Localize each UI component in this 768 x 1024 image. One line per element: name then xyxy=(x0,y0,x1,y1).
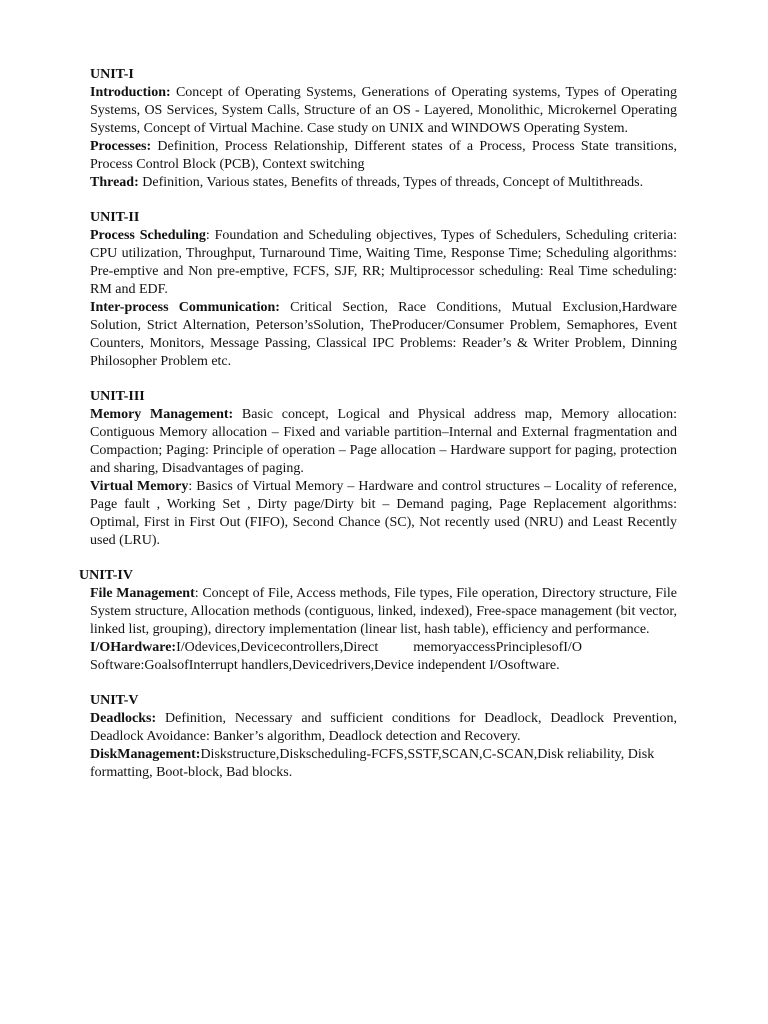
section-label: Memory Management: xyxy=(90,407,234,422)
section-introduction xyxy=(90,84,677,138)
section-disk-management xyxy=(90,746,702,782)
section-file-management xyxy=(90,585,677,639)
section-text: Diskstructure,Diskscheduling-FCFS,SSTF,SCAN,C-SCAN,Disk reliability, Disk formatting, Boot-block, Bad blocks. xyxy=(90,747,655,780)
syllabus-document xyxy=(79,66,677,799)
section-text: I/Odevices,Devicecontrollers,Direct memoryaccessPrinciplesofI/O Software:GoalsofInterrupt handlers,Devicedrivers,Device independent I/Osoftware. xyxy=(90,640,586,673)
unit-1 xyxy=(90,66,677,192)
section-label: Deadlocks: xyxy=(90,711,157,726)
section-text: Definition, Various states, Benefits of threads, Types of threads, Concept of Multithreads. xyxy=(138,175,644,190)
section-label: Inter-process Communication: xyxy=(90,300,280,315)
section-process-scheduling xyxy=(90,227,677,299)
section-label: Process Scheduling xyxy=(90,228,206,243)
section-io-hardware xyxy=(90,639,677,675)
section-text: Basic concept, Logical and Physical address map, Memory allocation: Contiguous Memory allocation – Fixed and variable partition–Internal and External fragmentation and Compaction; Paging: Principle of operation – Page allocation – Hardware support for paging, protection and sharing, Disadvantages of paging. xyxy=(90,407,677,476)
section-label: File Management xyxy=(90,586,195,601)
unit-title: UNIT-III xyxy=(90,389,145,404)
section-text: Definition, Necessary and sufficient conditions for Deadlock, Deadlock Prevention, Deadlock Avoidance: Banker’s algorithm, Deadlock detection and Recovery. xyxy=(90,711,677,744)
unit-4 xyxy=(79,567,677,675)
section-text: : Concept of File, Access methods, File types, File operation, Directory structure, File System structure, Allocation methods (contiguous, linked, indexed), Free-space management (bit vector, linked list, grouping), directory implementation (linear list, hash table), efficiency and performance. xyxy=(90,586,677,637)
section-memory-management xyxy=(90,406,677,478)
unit-title: UNIT-II xyxy=(90,210,140,225)
section-text: : Basics of Virtual Memory – Hardware and control structures – Locality of reference, Page fault , Working Set , Dirty page/Dirty bit – Demand paging, Page Replacement algorithms: Optimal, First in First Out (FIFO), Second Chance (SC), Not recently used (NRU) and Least Recently used (LRU). xyxy=(90,479,677,548)
unit-title: UNIT-IV xyxy=(79,568,133,583)
unit-5 xyxy=(90,692,677,782)
section-label: Introduction: xyxy=(90,85,171,100)
section-text: : Foundation and Scheduling objectives, Types of Schedulers, Scheduling criteria: CPU utilization, Throughput, Turnaround Time, Waiting Time, Response Time; Scheduling algorithms: Pre-emptive and Non pre-emptive, FCFS, SJF, RR; Multiprocessor scheduling: Real Time scheduling: RM and EDF. xyxy=(90,228,677,297)
section-text: Concept of Operating Systems, Generations of Operating systems, Types of Operating Systems, OS Services, System Calls, Structure of an OS - Layered, Monolithic, Microkernel Operating Systems, Concept of Virtual Machine. Case study on UNIX and WINDOWS Operating System. xyxy=(90,85,677,136)
section-deadlocks xyxy=(90,710,677,746)
section-label: Processes: xyxy=(90,139,152,154)
section-label: Thread: xyxy=(90,175,139,190)
unit-2 xyxy=(90,209,677,371)
section-virtual-memory xyxy=(90,478,677,550)
unit-3 xyxy=(90,388,677,550)
section-thread xyxy=(90,174,677,192)
unit-title: UNIT-I xyxy=(90,67,134,82)
section-label: DiskManagement: xyxy=(90,747,201,762)
section-text: Critical Section, Race Conditions, Mutual Exclusion,Hardware Solution, Strict Alternation, Peterson’sSolution, TheProducer/Consumer Problem, Semaphores, Event Counters, Monitors, Message Passing, Classical IPC Problems: Reader’s & Writer Problem, Dinning Philosopher Problem etc. xyxy=(90,300,677,369)
section-processes xyxy=(90,138,677,174)
section-label: Virtual Memory xyxy=(90,479,189,494)
section-label: I/OHardware: xyxy=(90,640,177,655)
unit-title: UNIT-V xyxy=(90,693,139,708)
section-inter-process-communication xyxy=(90,299,677,371)
section-text: Definition, Process Relationship, Different states of a Process, Process State transitions, Process Control Block (PCB), Context switching xyxy=(90,139,677,172)
